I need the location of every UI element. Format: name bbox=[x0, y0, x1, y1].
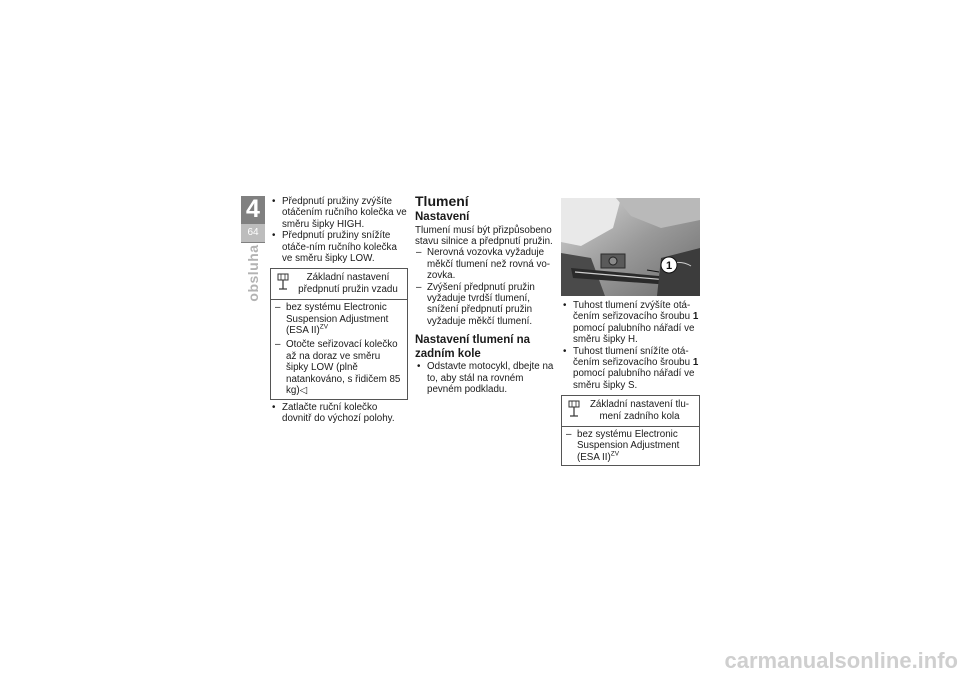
dash-turn-wheel-text: Otočte seřizovací kolečko až na doraz ve směru šipky LOW (plně natankováno, s řidičem 85 kg) bbox=[286, 339, 401, 397]
damping-increase-post: pomocí palubního nářadí ve směru šipky H. bbox=[573, 322, 695, 346]
info-box-header bbox=[271, 269, 407, 300]
damping-decrease-post: pomocí palubního nářadí ve směru šipky S. bbox=[573, 368, 695, 391]
column-1 bbox=[270, 196, 408, 424]
damping-increase-ref: 1 bbox=[692, 311, 699, 323]
dash-item-esa bbox=[565, 429, 696, 463]
info-box-body bbox=[562, 427, 699, 465]
paragraph-intro: Tlumení musí být přizpůsobeno stavu silnice a předpnutí pružin. bbox=[415, 224, 553, 247]
info-box-title: Základní nastavení tlu-mení zadního kola bbox=[589, 399, 690, 422]
bullet-park-motorcycle: • Odstavte motocykl, dbejte na to, aby stál na rovném pevném podkladu. bbox=[415, 361, 555, 395]
dash-esa-text: bez systému Electronic Suspension Adjustment (ESA II) bbox=[286, 302, 389, 337]
dash-preload-relation: – Zvýšení předpnutí pružin vyžaduje tvrdší tlumení, snížení předpnutí pružin vyžaduje měkčí tlumení. bbox=[415, 282, 555, 328]
rear-shock-photo bbox=[561, 198, 700, 296]
damping-decrease-ref: 1 bbox=[692, 357, 699, 369]
dash-item-esa bbox=[274, 302, 404, 336]
section-heading: Tlumení bbox=[415, 193, 469, 209]
subheading-setting: Nastavení bbox=[415, 211, 470, 223]
info-box-body bbox=[271, 300, 407, 398]
end-mark-icon: ◁ bbox=[299, 385, 308, 397]
chapter-side-title: obsluha bbox=[245, 244, 261, 302]
photo-callout-label: 1 bbox=[665, 260, 673, 272]
damping-increase-pre: Tuhost tlumení zvýšíte otá-čením seřizovacího šroubu bbox=[573, 300, 691, 323]
column-2 bbox=[415, 193, 555, 395]
dash-esa-text: bez systému Electronic Suspension Adjustment (ESA II) bbox=[577, 429, 680, 463]
dash-item-turn-wheel bbox=[274, 339, 404, 396]
bullet-spring-decrease: • Předpnutí pružiny snížíte otáče-ním ručního kolečka ve směru šipky LOW. bbox=[270, 230, 408, 264]
chapter-tab bbox=[241, 196, 265, 243]
chapter-number: 4 bbox=[246, 195, 260, 223]
bullet-damping-decrease bbox=[561, 346, 700, 392]
column-3 bbox=[561, 198, 700, 468]
info-box-header bbox=[562, 396, 699, 427]
bullet-damping-increase bbox=[561, 300, 700, 346]
option-badge: ZV bbox=[319, 323, 329, 331]
option-badge: ZV bbox=[610, 450, 620, 458]
info-box-title: Základní nastavení předpnutí pružin vzadu bbox=[298, 272, 398, 295]
bullet-spring-increase: • Předpnutí pružiny zvýšíte otáčením ručního kolečka ve směru šipky HIGH. bbox=[270, 196, 408, 230]
dash-rough-road: – Nerovná vozovka vyžaduje měkčí tlumení než rovná vo-zovka. bbox=[415, 247, 555, 281]
tool-settings-icon bbox=[277, 273, 289, 291]
bullet-push-wheel: • Zatlačte ruční kolečko dovnitř do výchozí polohy. bbox=[270, 402, 408, 425]
watermark: carmanualsonline.info bbox=[724, 648, 958, 673]
subheading-rear-damping: Nastavení tlumení na zadním kole bbox=[415, 334, 531, 360]
damping-decrease-pre: Tuhost tlumení snížíte otá-čením seřizovacího šroubu bbox=[573, 345, 691, 369]
info-box-spring-preload bbox=[270, 268, 408, 399]
tool-settings-icon bbox=[568, 400, 580, 418]
page-number: 64 bbox=[241, 224, 265, 242]
info-box-rear-damping bbox=[561, 395, 700, 466]
